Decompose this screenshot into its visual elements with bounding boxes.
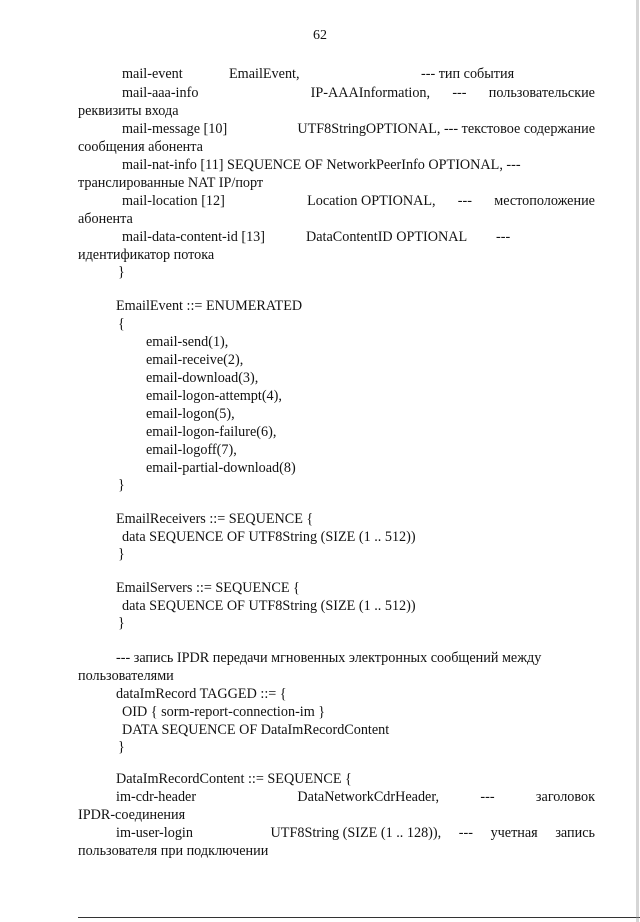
text-line: data SEQUENCE OF UTF8String (SIZE (1 .. 512)) bbox=[122, 529, 416, 545]
text-line: email-logon(5), bbox=[146, 406, 235, 422]
text-line: идентификатор потока bbox=[78, 247, 215, 263]
text-line: DATA SEQUENCE OF DataImRecordContent bbox=[122, 722, 390, 738]
text-line: mail-message [10] UTF8StringOPTIONAL, --- текстовое содержание bbox=[122, 121, 595, 137]
text-line: im-user-login UTF8String (SIZE (1 .. 128)), --- учетная запись bbox=[116, 825, 595, 841]
text-line: { bbox=[118, 316, 125, 332]
text-line: --- запись IPDR передачи мгновенных электронных сообщений между bbox=[116, 650, 542, 666]
text-line: email-receive(2), bbox=[146, 352, 244, 368]
text-line: mail-nat-info [11] SEQUENCE OF NetworkPeerInfo OPTIONAL, --- bbox=[122, 157, 521, 173]
text-line: EmailEvent ::= ENUMERATED bbox=[116, 298, 303, 314]
text-line: mail-event bbox=[122, 66, 183, 82]
text-line: email-logoff(7), bbox=[146, 442, 237, 458]
text-line: абонента bbox=[78, 211, 133, 227]
text-line: EmailReceivers ::= SEQUENCE { bbox=[116, 511, 314, 527]
page-number: 62 bbox=[313, 28, 327, 43]
text-line: DataImRecordContent ::= SEQUENCE { bbox=[116, 771, 352, 787]
text-line: email-download(3), bbox=[146, 370, 259, 386]
text-line: data SEQUENCE OF UTF8String (SIZE (1 .. 512)) bbox=[122, 598, 416, 614]
text-line: } bbox=[118, 615, 125, 631]
text-line: пользователя при подключении bbox=[78, 843, 269, 859]
text-line: транслированные NAT IP/порт bbox=[78, 175, 264, 191]
text-line: mail-location [12] Location OPTIONAL, --- местоположение bbox=[122, 193, 595, 209]
text-line: email-send(1), bbox=[146, 334, 229, 350]
text-line: DataContentID OPTIONAL bbox=[306, 229, 468, 245]
text-line: OID { sorm-report-connection-im } bbox=[122, 704, 326, 720]
text-line: реквизиты входа bbox=[78, 103, 179, 119]
text-line: dataImRecord TAGGED ::= { bbox=[116, 686, 287, 702]
scan-edge bbox=[636, 0, 639, 922]
text-line: } bbox=[118, 477, 125, 493]
text-line: --- тип события bbox=[421, 66, 515, 82]
text-line: mail-aaa-info IP-AAAInformation, --- пользовательские bbox=[122, 85, 595, 101]
text-line: email-logon-failure(6), bbox=[146, 424, 277, 440]
text-line: } bbox=[118, 264, 125, 280]
text-line: --- bbox=[496, 229, 511, 245]
text-line: email-partial-download(8) bbox=[146, 460, 296, 476]
text-line: EmailEvent, bbox=[229, 66, 300, 82]
bottom-rule bbox=[78, 917, 640, 918]
text-line: } bbox=[118, 739, 125, 755]
text-line: email-logon-attempt(4), bbox=[146, 388, 282, 404]
text-line: im-cdr-header DataNetworkCdrHeader, --- заголовок bbox=[116, 789, 595, 805]
text-line: } bbox=[118, 546, 125, 562]
text-line: EmailServers ::= SEQUENCE { bbox=[116, 580, 300, 596]
text-line: IPDR-соединения bbox=[78, 807, 186, 823]
text-line: сообщения абонента bbox=[78, 139, 203, 155]
text-line: mail-data-content-id [13] bbox=[122, 229, 265, 245]
text-line: пользователями bbox=[78, 668, 174, 684]
